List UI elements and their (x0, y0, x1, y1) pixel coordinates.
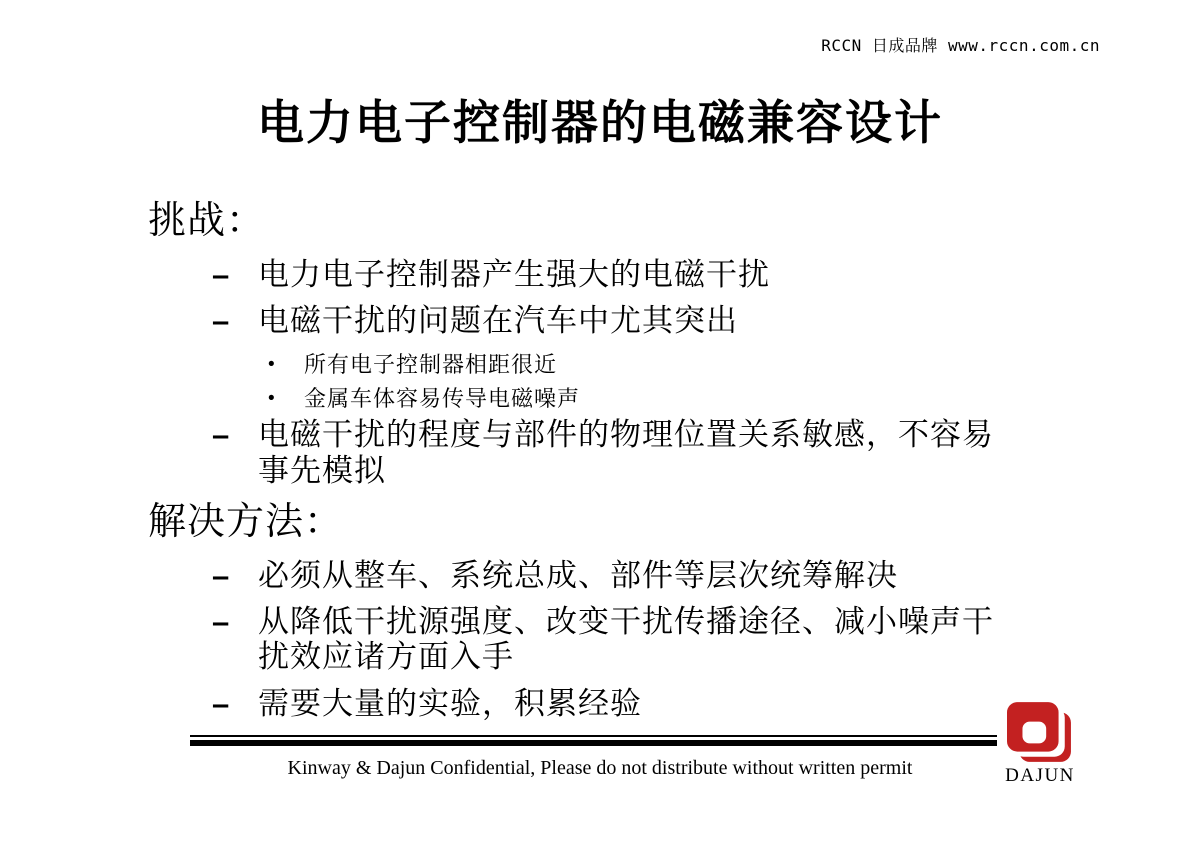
slide-title: 电力电子控制器的电磁兼容设计 (257, 96, 943, 149)
divider-thin-line (190, 735, 997, 737)
dash-bullet-icon: – (212, 417, 231, 453)
bullet-text: 电磁干扰的问题在汽车中尤其突出 (258, 302, 738, 338)
section-heading-solution: 解决方法： (148, 501, 344, 544)
dajun-logo-text: DAJUN (1005, 765, 1075, 786)
dash-bullet-icon: – (212, 603, 231, 639)
dash-bullet-icon: – (212, 302, 231, 338)
bullet-text: 电磁干扰的程度与部件的物理位置关系敏感，不容易事先模拟 (258, 417, 994, 488)
dajun-logo (1005, 702, 1075, 787)
bullet-text: 需要大量的实验，积累经验 (258, 685, 642, 721)
brand-line: RCCN 日成品牌 www.rccn.com.cn (821, 36, 1100, 55)
sub-bullet-item (148, 349, 1108, 381)
dajun-logo-icon (1007, 702, 1073, 764)
bullet-item (148, 558, 1108, 593)
bullet-item (148, 417, 1108, 488)
bullet-item (148, 686, 1108, 721)
confidential-notice: Kinway & Dajun Confidential, Please do not distribute without written permit (287, 757, 913, 779)
dot-bullet-icon: • (268, 388, 276, 410)
bullet-text: 必须从整车、系统总成、部件等层次统筹解决 (258, 557, 898, 593)
slide-body (148, 198, 1108, 732)
footer-divider (190, 735, 997, 746)
bullet-item (148, 303, 1108, 338)
bullet-text: 电力电子控制器产生强大的电磁干扰 (258, 256, 770, 292)
section-heading-challenge: 挑战： (148, 200, 266, 242)
sub-bullet-text: 金属车体容易传导电磁噪声 (304, 386, 581, 412)
bullet-item (148, 257, 1108, 292)
bullet-item (148, 604, 1108, 675)
sub-bullet-item (148, 383, 1108, 415)
sub-bullet-text: 所有电子控制器相距很近 (304, 352, 558, 378)
dot-bullet-icon: • (268, 354, 276, 376)
dash-bullet-icon: – (212, 256, 231, 292)
dash-bullet-icon: – (212, 685, 231, 721)
bullet-text: 从降低干扰源强度、改变干扰传播途径、减小噪声干扰效应诸方面入手 (258, 603, 994, 675)
divider-thick-line (190, 740, 997, 746)
dash-bullet-icon: – (212, 557, 231, 593)
